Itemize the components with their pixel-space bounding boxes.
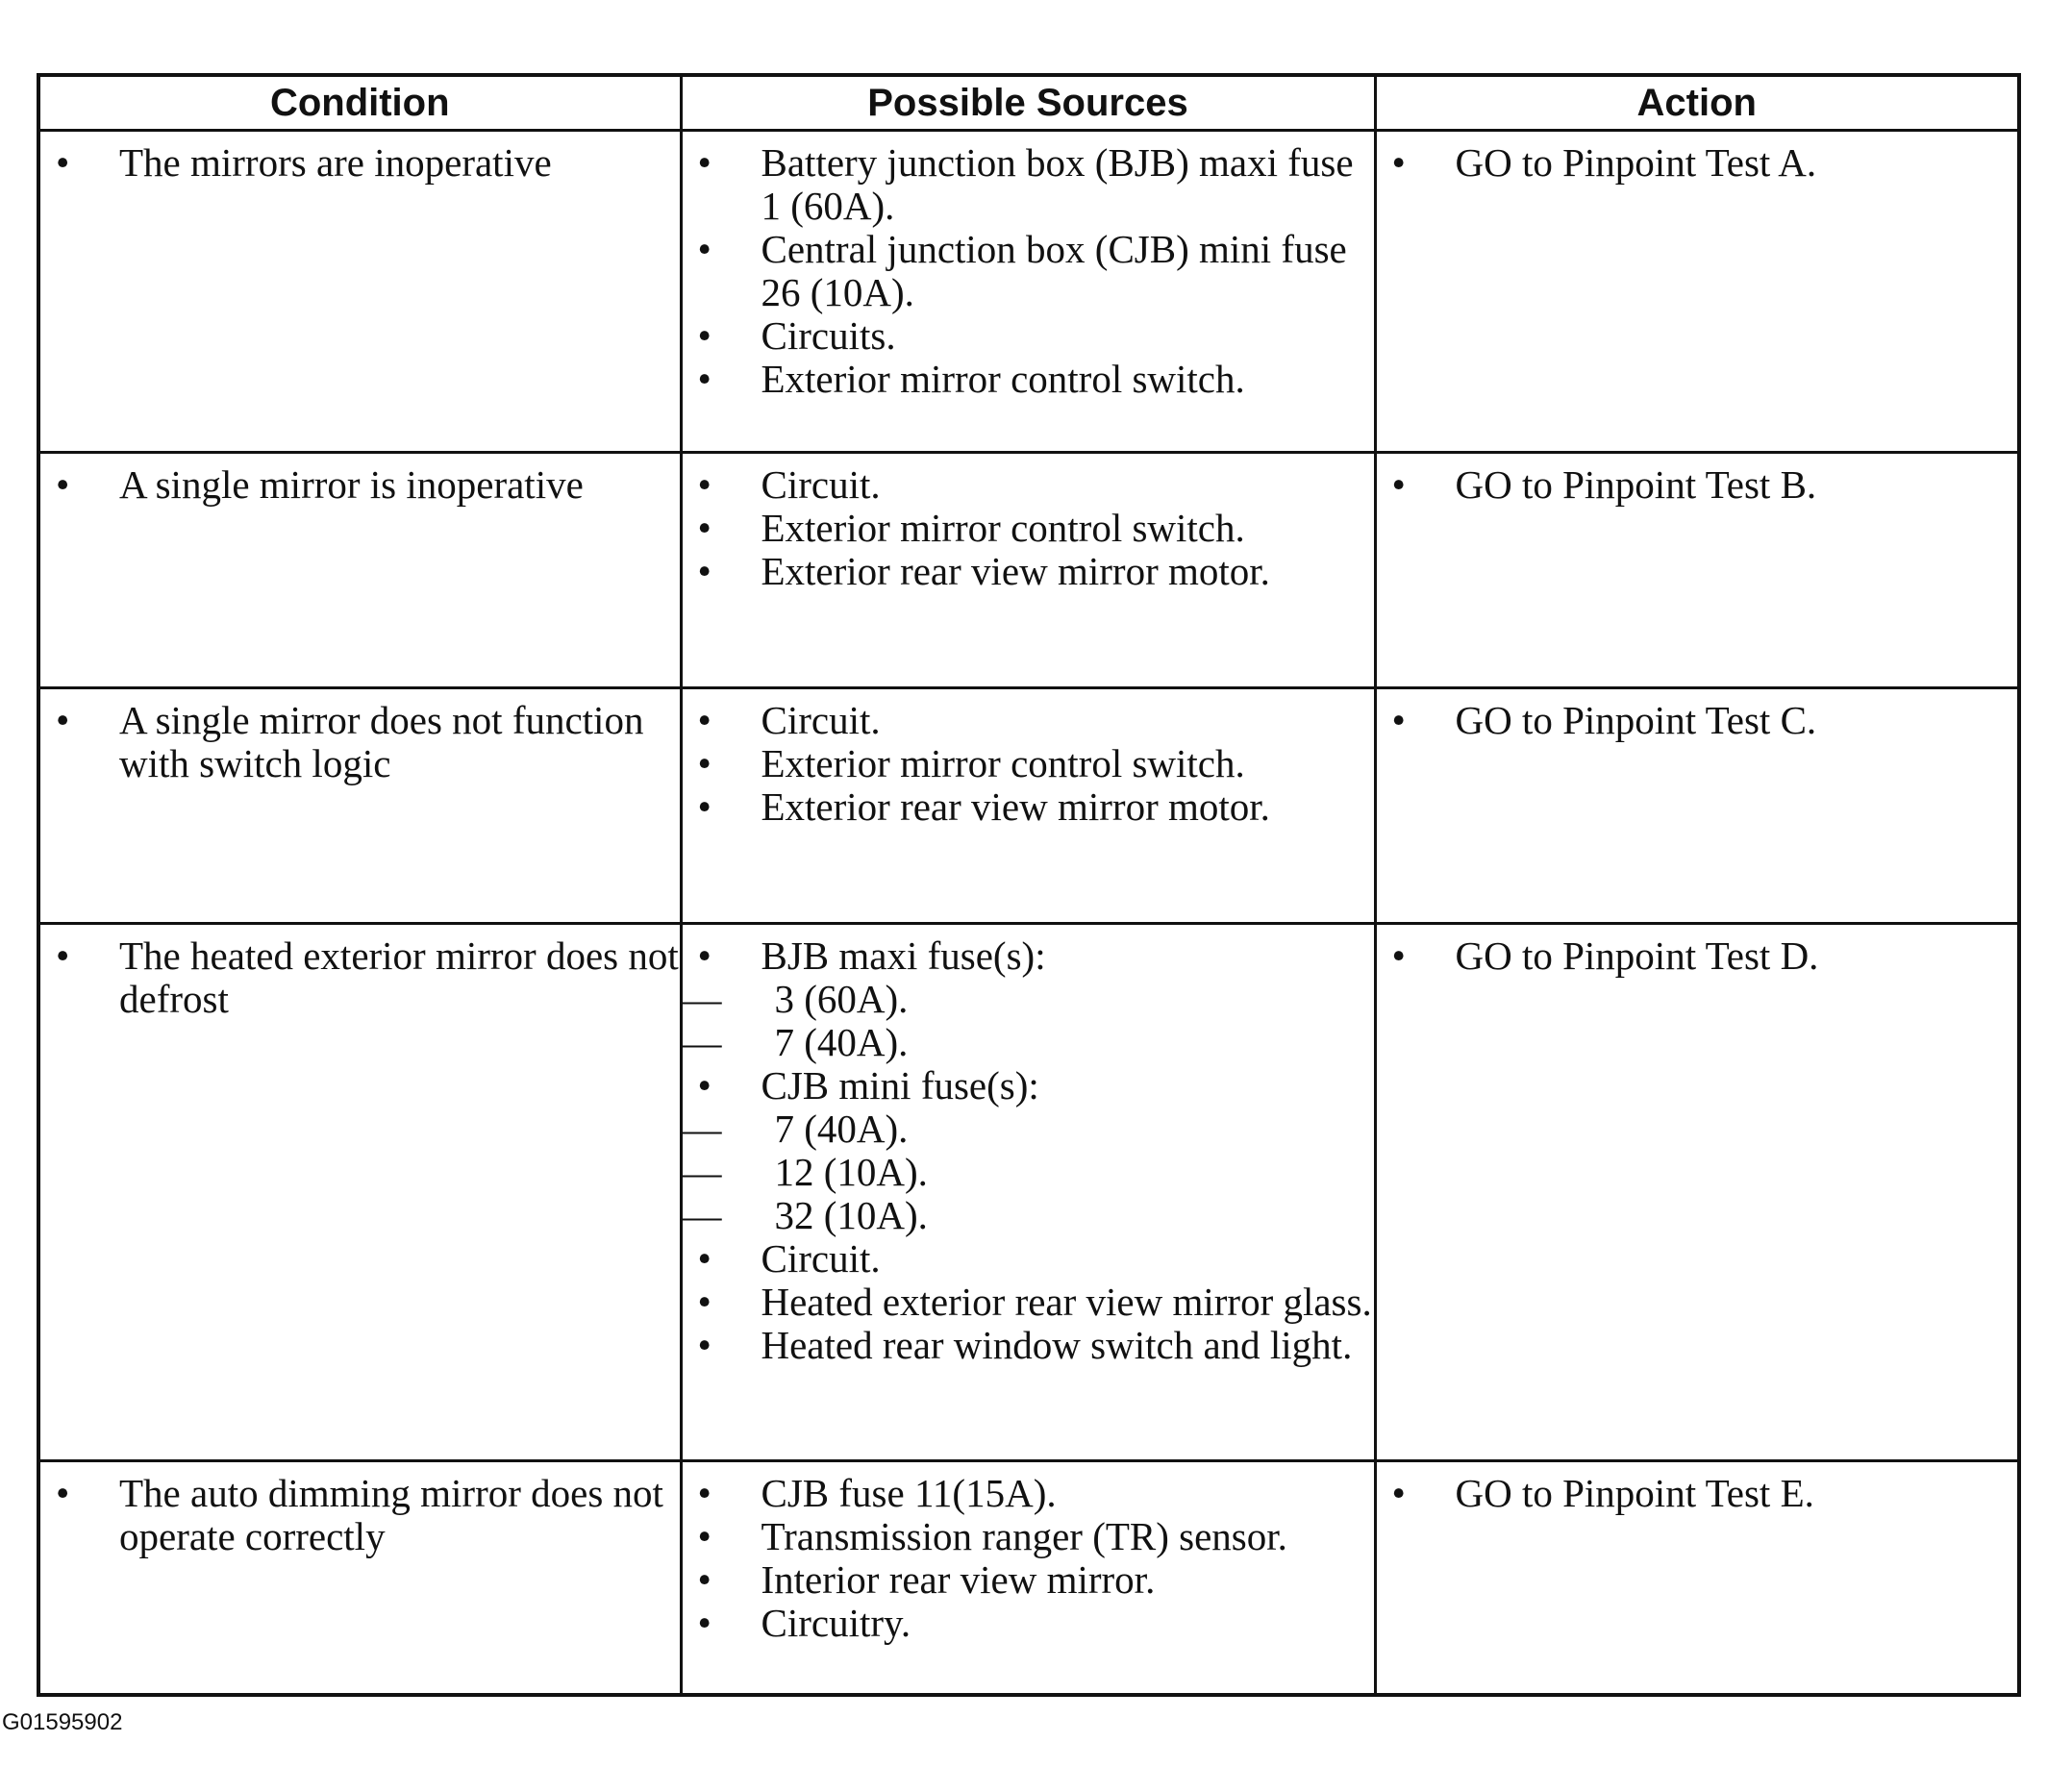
- sub-item: — 7 (40A).: [683, 1108, 1374, 1151]
- table-row: [38, 453, 2019, 688]
- condition-text: • The auto dimming mirror does not operate correctly: [40, 1472, 680, 1558]
- figure-id: G01595902: [2, 1709, 123, 1735]
- action-cell: [1375, 1461, 2019, 1696]
- condition-cell: [38, 453, 681, 688]
- source-item: • CJB fuse 11(15A).: [683, 1472, 1374, 1515]
- source-item: • Battery junction box (BJB) maxi fuse 1 (60A).: [683, 141, 1374, 228]
- source-item: • Circuits.: [683, 314, 1374, 358]
- sub-item: — 12 (10A).: [683, 1151, 1374, 1194]
- source-item-label: • CJB mini fuse(s):: [761, 1063, 1039, 1108]
- sub-item: — 3 (60A).: [683, 978, 1374, 1021]
- action-cell: [1375, 453, 2019, 688]
- diagnosis-table: [37, 73, 2021, 1697]
- action-text: • GO to Pinpoint Test E.: [1377, 1472, 2018, 1515]
- source-item: • Exterior rear view mirror motor.: [683, 785, 1374, 829]
- table-row: [38, 131, 2019, 453]
- source-item: • Exterior mirror control switch.: [683, 507, 1374, 550]
- header-condition: Condition: [38, 75, 681, 131]
- condition-text: • A single mirror is inoperative: [40, 463, 680, 507]
- action-text: • GO to Pinpoint Test A.: [1377, 141, 2018, 185]
- condition-cell: [38, 131, 681, 453]
- header-possible-sources: Possible Sources: [681, 75, 1375, 131]
- condition-cell: [38, 1461, 681, 1696]
- sources-cell: [681, 924, 1375, 1461]
- source-item: • Central junction box (CJB) mini fuse 26 (10A).: [683, 228, 1374, 314]
- source-item: • Circuit.: [683, 463, 1374, 507]
- action-cell: [1375, 924, 2019, 1461]
- source-item: • Circuitry.: [683, 1602, 1374, 1645]
- condition-cell: [38, 924, 681, 1461]
- sub-item: — 7 (40A).: [683, 1021, 1374, 1064]
- sub-item: — 32 (10A).: [683, 1194, 1374, 1237]
- header-action: Action: [1375, 75, 2019, 131]
- table-row: [38, 1461, 2019, 1696]
- sources-cell: [681, 1461, 1375, 1696]
- source-item: • Interior rear view mirror.: [683, 1558, 1374, 1602]
- action-cell: [1375, 131, 2019, 453]
- source-item-label: • BJB maxi fuse(s):: [761, 933, 1046, 978]
- source-item: • Circuit.: [683, 1237, 1374, 1281]
- action-text: • GO to Pinpoint Test C.: [1377, 699, 2018, 742]
- condition-cell: [38, 688, 681, 924]
- table-row: [38, 924, 2019, 1461]
- source-item: • Exterior mirror control switch.: [683, 358, 1374, 401]
- action-text: • GO to Pinpoint Test B.: [1377, 463, 2018, 507]
- source-item: • Heated rear window switch and light.: [683, 1324, 1374, 1367]
- sources-cell: [681, 688, 1375, 924]
- condition-text: • The heated exterior mirror does not defrost: [40, 934, 680, 1021]
- table-row: [38, 688, 2019, 924]
- source-item: • Circuit.: [683, 699, 1374, 742]
- sources-cell: [681, 453, 1375, 688]
- source-item: • Transmission ranger (TR) sensor.: [683, 1515, 1374, 1558]
- condition-text: • A single mirror does not function with switch logic: [40, 699, 680, 785]
- source-item: • Exterior mirror control switch.: [683, 742, 1374, 785]
- source-item: [683, 934, 1374, 1064]
- source-item: • Heated exterior rear view mirror glass.: [683, 1281, 1374, 1324]
- source-item: • Exterior rear view mirror motor.: [683, 550, 1374, 593]
- condition-text: • The mirrors are inoperative: [40, 141, 680, 185]
- sources-cell: [681, 131, 1375, 453]
- action-cell: [1375, 688, 2019, 924]
- source-item: [683, 1064, 1374, 1237]
- action-text: • GO to Pinpoint Test D.: [1377, 934, 2018, 978]
- header-row: [38, 75, 2019, 131]
